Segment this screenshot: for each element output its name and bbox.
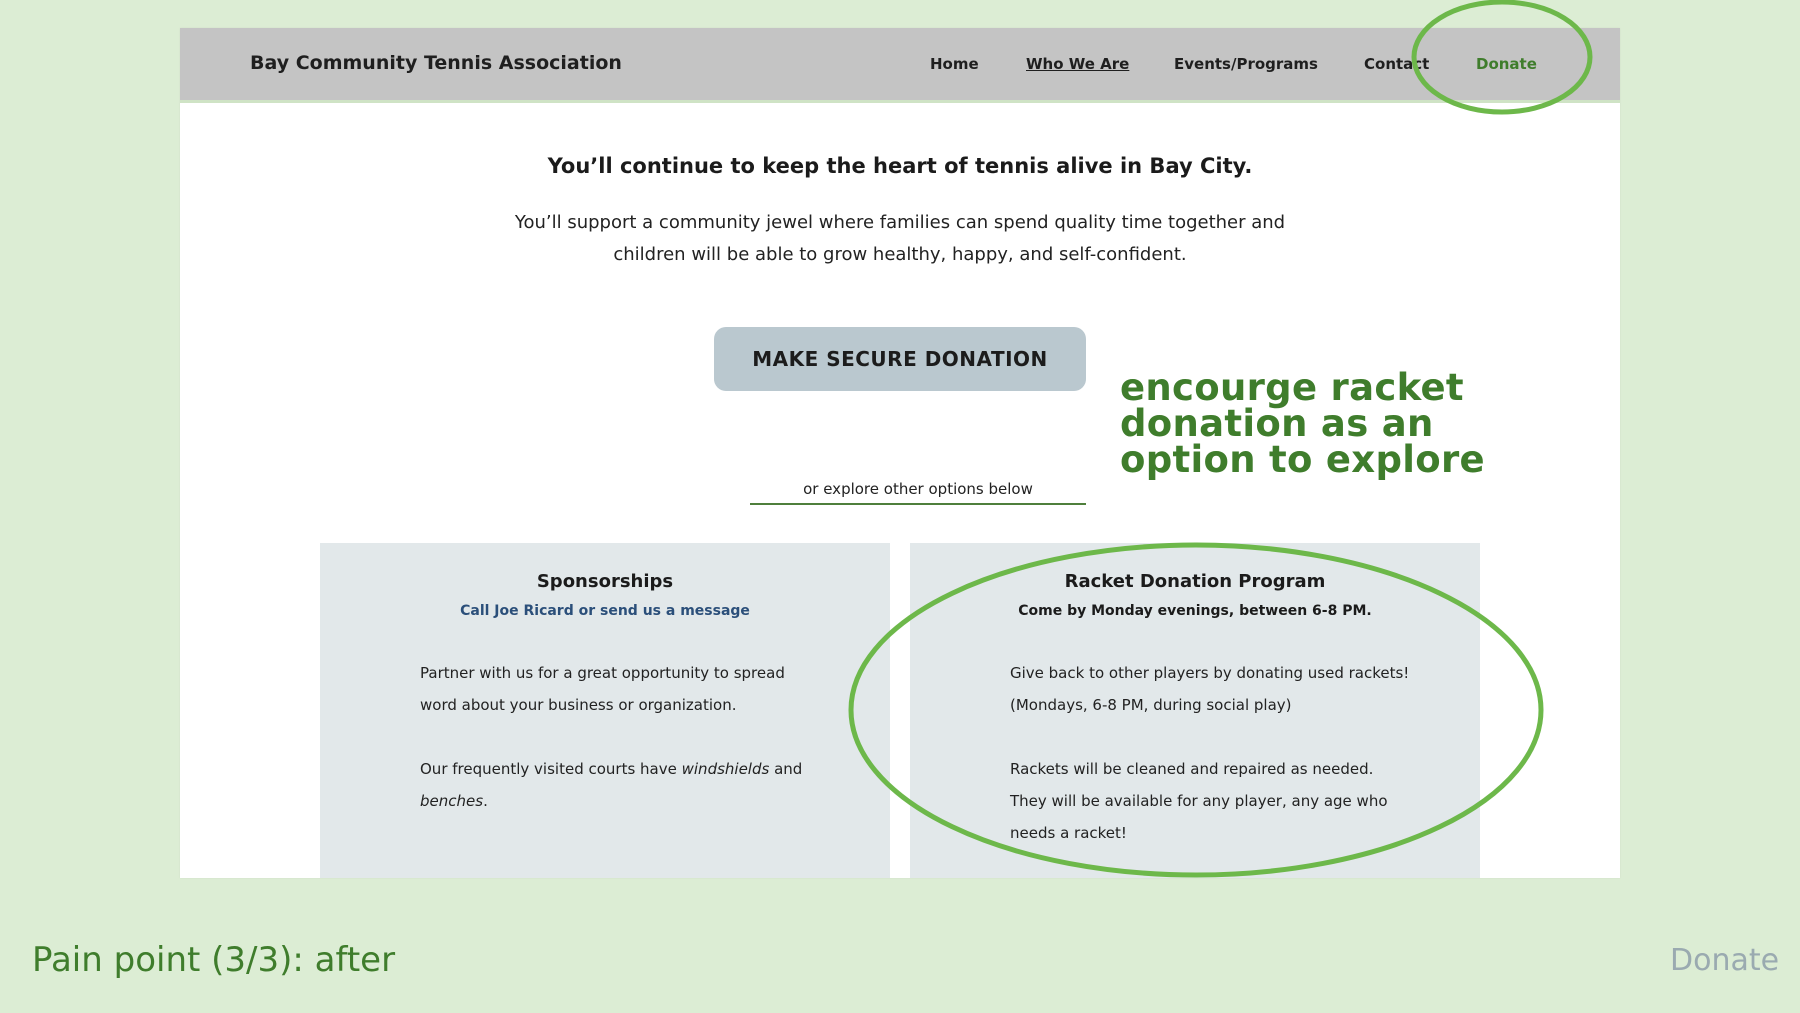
card-body (1010, 657, 1410, 878)
sponsorships-card (320, 543, 890, 878)
nav-item-home[interactable]: Home (930, 55, 979, 73)
nav-item-events-programs[interactable]: Events/Programs (1174, 55, 1318, 73)
nav-item-donate[interactable]: Donate (1476, 55, 1537, 73)
card-schedule: Come by Monday evenings, between 6-8 PM. (1018, 603, 1372, 619)
card-paragraph: Partner with us for a great opportunity to spread word about your business or organization. (420, 664, 785, 714)
donation-headline: You’ll continue to keep the heart of tennis alive in Bay City. (547, 154, 1253, 178)
card-paragraph (420, 753, 820, 817)
card-paragraph: Rackets will be cleaned and repaired as needed. They will be available for any player, any age who needs a racket! (1010, 760, 1388, 842)
nav-item-contact[interactable]: Contact (1364, 55, 1430, 73)
emphasis-text: windshields (681, 760, 770, 778)
contact-link[interactable]: Call Joe Ricard or send us a message (460, 603, 750, 619)
slide-footer-label: Donate (1670, 943, 1780, 978)
make-secure-donation-button[interactable]: MAKE SECURE DONATION (714, 327, 1086, 391)
text-fragment: and (769, 760, 803, 778)
explore-options-link[interactable]: or explore other options below (750, 480, 1086, 505)
card-title: Racket Donation Program (1064, 571, 1326, 592)
nav-item-who-we-are[interactable]: Who We Are (1026, 55, 1130, 73)
top-navigation-bar (180, 28, 1620, 103)
slide-caption: Pain point (3/3): after (32, 940, 396, 980)
annotation-callout: encourge racket donation as an option to explore (1120, 366, 1485, 481)
text-fragment: Our frequently visited courts have (420, 760, 682, 778)
donation-intro-text: You’ll support a community jewel where families can spend quality time together and children will be able to grow healthy, happy, and self-confident. (514, 212, 1286, 265)
card-paragraph: Give back to other players by donating used rackets! (Mondays, 6-8 PM, during social play) (1010, 664, 1410, 714)
text-fragment: . (483, 792, 488, 810)
emphasis-text: benches (420, 792, 484, 810)
card-title: Sponsorships (536, 571, 674, 592)
racket-donation-card (910, 543, 1480, 878)
card-body (420, 657, 820, 849)
site-brand-logo[interactable]: Bay Community Tennis Association (250, 52, 622, 74)
